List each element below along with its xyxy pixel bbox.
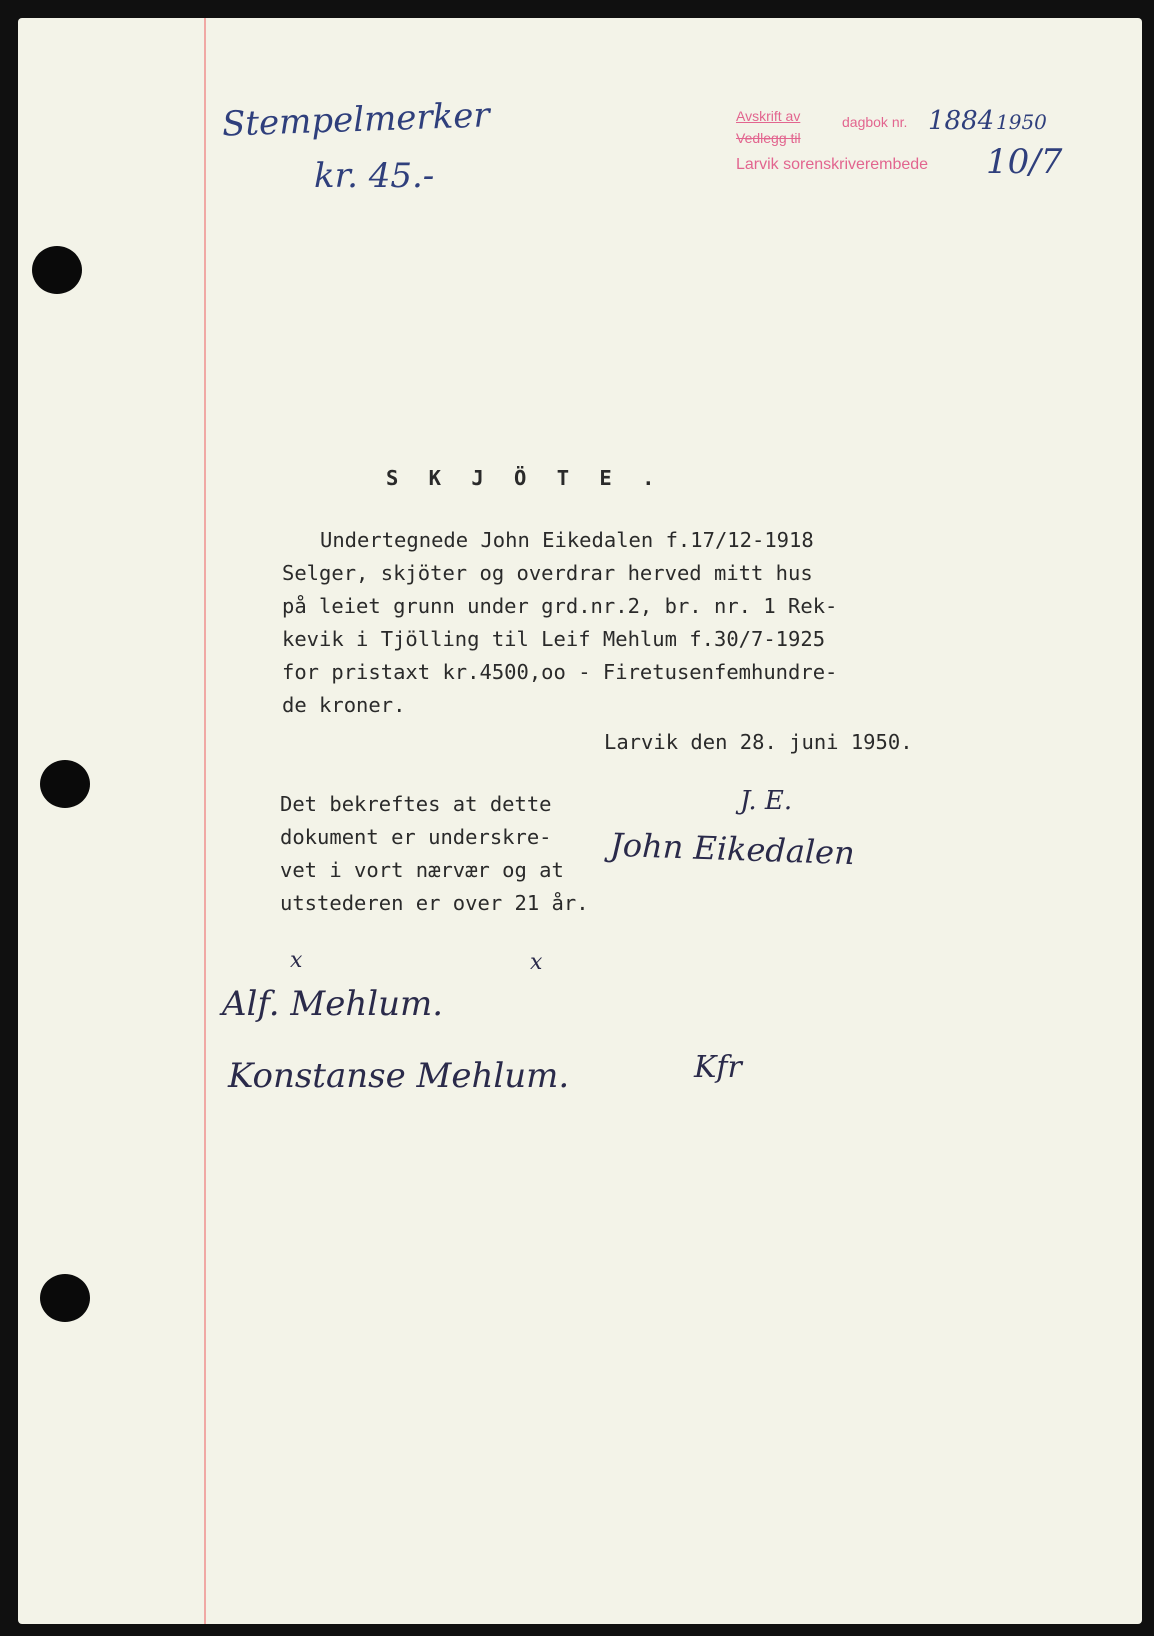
witness-line: Det bekreftes at dette <box>280 792 552 816</box>
red-margin-line <box>204 18 206 1624</box>
stamp-line-copy: Avskrift av <box>736 108 801 124</box>
punch-hole <box>40 760 90 808</box>
deed-line: for pristaxt kr.4500,oo - Firetusenfemhundre- <box>282 660 838 684</box>
place-and-date: Larvik den 28. juni 1950. <box>604 730 913 754</box>
witness-signature: Konstanse Mehlum. <box>228 1056 570 1096</box>
stamp-duty-amount: kr. 45.- <box>314 156 435 196</box>
witness-mark: x <box>290 948 303 973</box>
journal-year: 1950 <box>996 110 1047 134</box>
stamp-court-office: Larvik sorenskriverembede <box>736 156 929 173</box>
document-page <box>18 18 1142 1624</box>
stamp-line-struck: Vedlegg til <box>736 130 801 146</box>
witness-line: utstederen er over 21 år. <box>280 891 589 915</box>
deed-title: S K J Ö T E . <box>386 466 664 490</box>
deed-line: kevik i Tjölling til Leif Mehlum f.30/7-1925 <box>282 627 826 651</box>
deed-line: de kroner. <box>282 693 406 717</box>
seller-initials: J. E. <box>740 786 793 816</box>
stamp-duty-note: Stempelmerker <box>221 95 491 145</box>
registration-date: 10/7 <box>986 142 1063 182</box>
punch-hole <box>32 246 82 294</box>
punch-hole <box>40 1274 90 1322</box>
deed-line: Selger, skjöter og overdrar herved mitt hus <box>282 561 813 585</box>
journal-number: 1884 <box>928 106 995 136</box>
witness-mark: x <box>530 950 543 975</box>
seller-signature: John Eikedalen <box>609 825 856 873</box>
witness-line: dokument er underskre- <box>280 825 552 849</box>
witness-line: vet i vort nærvær og at <box>280 858 564 882</box>
deed-line: på leiet grunn under grd.nr.2, br. nr. 1 Rek- <box>282 594 838 618</box>
clerk-paraph: Kfr <box>694 1050 742 1085</box>
deed-line: Undertegnede John Eikedalen f.17/12-1918 <box>320 528 814 552</box>
witness-signature: Alf. Mehlum. <box>222 984 444 1024</box>
stamp-journal-label: dagbok nr. <box>842 114 908 130</box>
